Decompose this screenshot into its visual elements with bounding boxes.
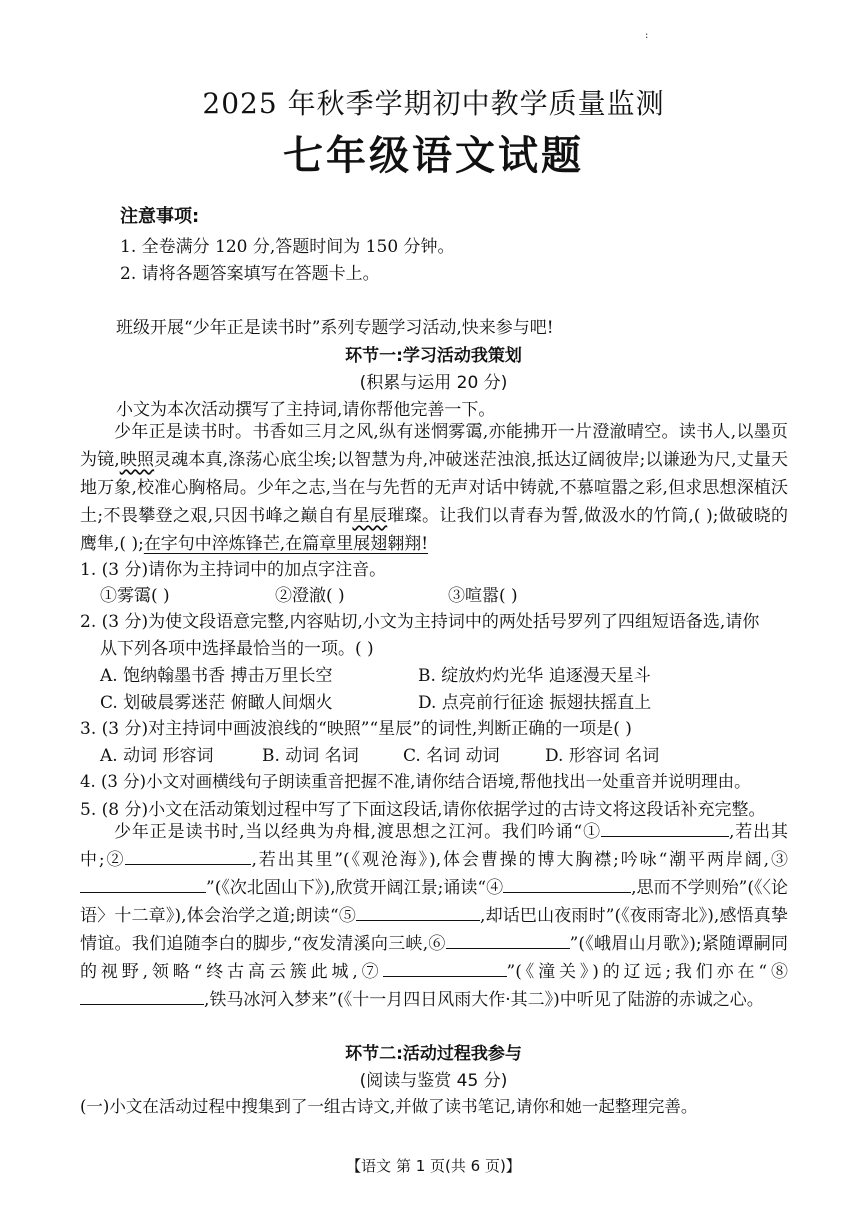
q3-option-c: C. 名词 动词 [403, 746, 500, 766]
blank-4[interactable] [503, 874, 631, 893]
q5-text: ,若出其中;② [80, 822, 789, 870]
exam-subject-title: 七年级语文试题 [283, 132, 584, 179]
question-2: 2. (3 分)为使文段语意完整,内容贴切,小文为主持词中的两处括号罗列了四组短语备选,请你 [80, 612, 760, 632]
q2-option-a: A. 饱纳翰墨书香 搏击万里长空 [100, 666, 333, 686]
section1-lead: 小文为本次活动撰写了主持词,请你帮他完善一下。 [116, 400, 496, 420]
section2-title: 环节二:活动过程我参与 [345, 1044, 522, 1064]
q5-text: ,思而不学则殆”(《〈论语〉十二章》),体会治学之道;朗读“⑤ [80, 878, 788, 926]
q2-option-b: B. 绽放灼灼光华 追逐漫天星斗 [418, 666, 651, 686]
page-footer: 【语文 第 1 页(共 6 页)】 [346, 1157, 521, 1175]
question-5: 5. (8 分)小文在活动策划过程中写了下面这段话,请你依据学过的古诗文将这段话补充完整。 [80, 800, 766, 820]
question-1: 1. (3 分)请你为主持词中的加点字注音。 [80, 560, 387, 580]
blank-8[interactable] [80, 986, 204, 1005]
question-3: 3. (3 分)对主持词中画波浪线的“映照”“星辰”的词性,判断正确的一项是( ) [80, 719, 632, 739]
q1-option: ①雾霭( ) [100, 586, 170, 606]
q5-text: ”(《峨眉山月歌》);紧随谭嗣同的视野,领略“终古高云簇此城,⑦ [80, 934, 788, 982]
q5-text: 少年正是读书时,当以经典为舟楫,渡思想之江河。我们吟诵“① [114, 822, 601, 842]
wavy-word-xingchen: 星辰 [352, 506, 388, 526]
q2-option-c: C. 划破晨雾迷茫 俯瞰人间烟火 [100, 693, 333, 713]
passage-text: 璀璨。让我们以青春为誓,做汲水的竹筒,( );做破晓的鹰隼,( ); [80, 506, 788, 554]
passage-text: 少年正是读书时。书香如三月之风,纵有迷惘雾霭,亦能拂开一片澄澈晴空。读书人,以墨页为镜, [80, 422, 788, 470]
q1-option: ②澄澈( ) [275, 586, 345, 606]
q5-text: ,铁马冰河入梦来”(《十一月四日风雨大作·其二》)中听见了陆游的赤诚之心。 [204, 990, 764, 1010]
section2-lead: (一)小文在活动过程中搜集到了一组古诗文,并做了读书笔记,请你和她一起整理完善。 [80, 1097, 698, 1116]
notice-item: 1. 全卷满分 120 分,答题时间为 150 分钟。 [120, 237, 455, 257]
q5-passage [80, 818, 788, 1014]
scan-mark: : [645, 30, 649, 41]
q5-text: ,却话巴山夜雨时”(《夜雨寄北》),感悟真挚情谊。我们追随李白的脚步,“夜发清溪向三峡,⑥ [80, 906, 788, 954]
blank-1[interactable] [601, 818, 729, 837]
blank-3[interactable] [80, 874, 206, 893]
notice-heading: 注意事项: [120, 206, 200, 227]
notice-item: 2. 请将各题答案填写在答题卡上。 [120, 264, 380, 284]
q5-text: ,若出其里”(《观沧海》),体会曹操的博大胸襟;吟咏“潮平两岸阔,③ [251, 850, 788, 870]
blank-7[interactable] [383, 958, 507, 977]
question-4: 4. (3 分)小文对画横线句子朗读重音把握不准,请你结合语境,帮他找出一处重音并说明理由。 [80, 772, 751, 791]
q5-text: ”(《次北固山下》),欣赏开阔江景;诵读“④ [206, 878, 504, 898]
blank-5[interactable] [356, 902, 480, 921]
blank-2[interactable] [125, 846, 251, 865]
blank-6[interactable] [446, 930, 570, 949]
q2-option-d: D. 点亮前行征途 振翅扶摇直上 [418, 693, 652, 713]
q3-option-b: B. 动词 名词 [262, 746, 359, 766]
section1-subtitle: (积累与运用 20 分) [359, 373, 508, 393]
q1-option: ③喧嚣( ) [448, 586, 518, 606]
host-passage [80, 418, 788, 558]
underlined-sentence: 在字句中淬炼锋芒,在篇章里展翅翱翔! [143, 534, 429, 554]
section2-subtitle: (阅读与鉴赏 45 分) [359, 1071, 508, 1091]
intro-text: 班级开展“少年正是读书时”系列专题学习活动,快来参与吧! [116, 318, 554, 338]
section1-title: 环节一:学习活动我策划 [345, 346, 522, 366]
q3-option-d: D. 形容词 名词 [545, 746, 660, 766]
q3-option-a: A. 动词 形容词 [100, 746, 214, 766]
question-2-cont: 从下列各项中选择最恰当的一项。( ) [100, 639, 374, 659]
wavy-word-yingzhao: 映照 [119, 450, 155, 470]
exam-title: 2025 年秋季学期初中教学质量监测 [202, 87, 665, 120]
passage-text: 灵魂本真,涤荡心底尘埃;以智慧为舟,冲破迷茫浊浪,抵达辽阔彼岸;以谦逊为尺,丈量天地万象,校准心胸格局。少年之志,当在与先哲的无声对话中铸就,不慕喧嚣之彩,但求思想深植沃土;不畏攀登之艰,只因书峰之巅自有 [80, 450, 789, 526]
q5-text: ”(《潼关》)的辽远;我们亦在“⑧ [506, 962, 788, 982]
